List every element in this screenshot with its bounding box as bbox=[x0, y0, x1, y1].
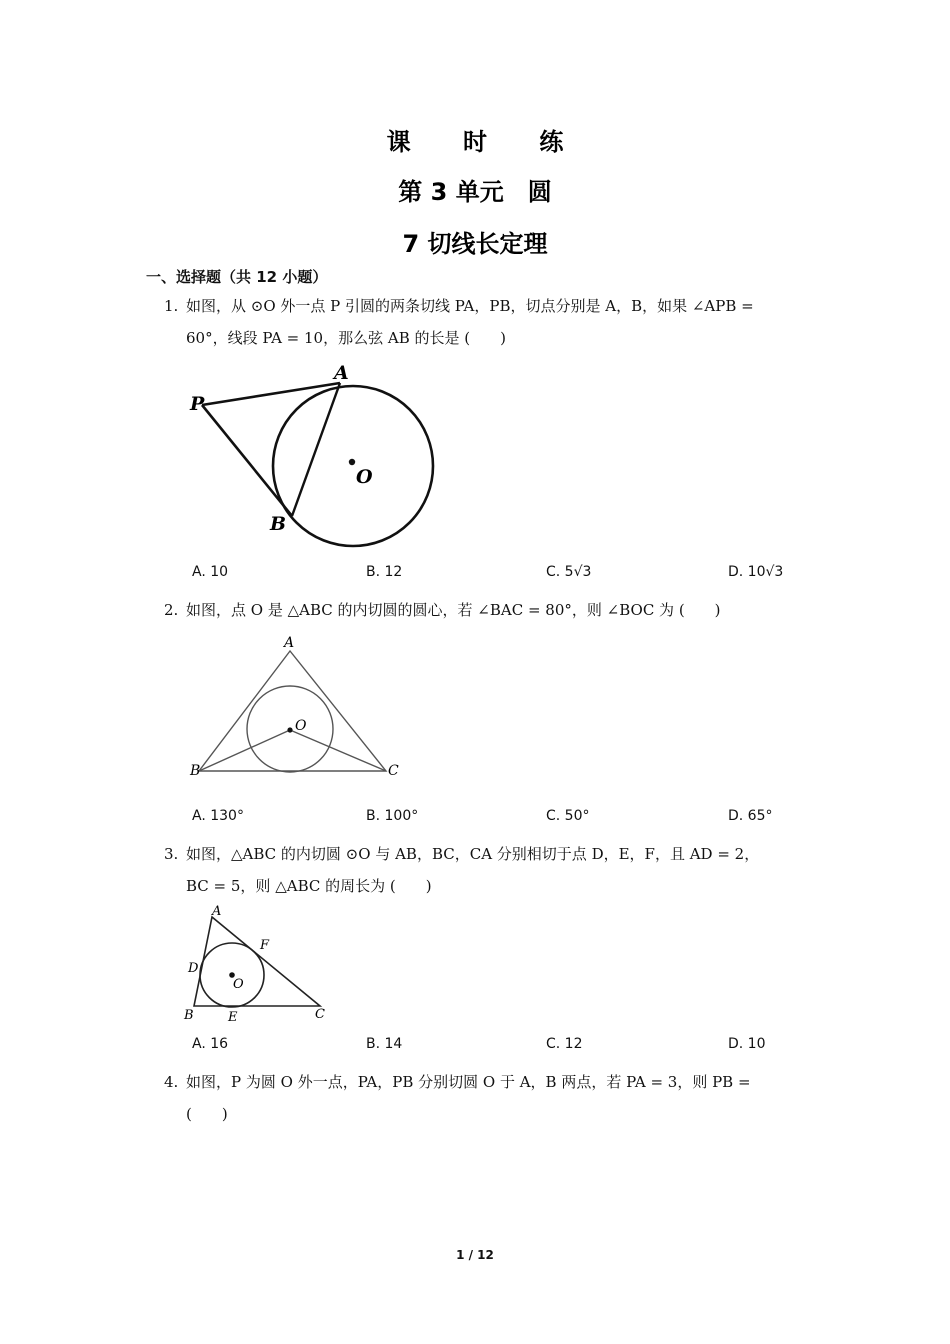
label-d: D bbox=[188, 961, 199, 976]
label-a: A bbox=[284, 635, 295, 651]
question-text-line1: 如图，P 为圆 O 外一点，PA，PB 分别切圆 O 于 A，B 两点，若 PA = 3，则 PB = bbox=[186, 1073, 751, 1091]
label-e: E bbox=[228, 1010, 238, 1025]
option-a[interactable]: A. 10 bbox=[192, 564, 229, 580]
question-1-figure bbox=[182, 358, 442, 554]
question-3 bbox=[164, 838, 814, 902]
question-number: 4. bbox=[164, 1073, 179, 1091]
triangle-abc bbox=[194, 917, 320, 1006]
option-b[interactable]: B. 14 bbox=[366, 1036, 403, 1052]
center-dot bbox=[349, 459, 355, 465]
section-heading: 一、选择题（共 12 小题） bbox=[146, 268, 328, 286]
option-a[interactable]: A. 16 bbox=[192, 1036, 229, 1052]
tangent-pb bbox=[202, 405, 292, 516]
unit-title: 第 3 单元 圆 bbox=[398, 178, 552, 206]
label-o: O bbox=[356, 466, 373, 488]
label-b: B bbox=[184, 1008, 194, 1023]
lesson-title: 7 切线长定理 bbox=[402, 230, 548, 258]
option-b[interactable]: B. 12 bbox=[366, 564, 403, 580]
segment-co bbox=[290, 730, 386, 771]
option-a[interactable]: A. 130° bbox=[192, 808, 244, 824]
question-2 bbox=[164, 594, 814, 626]
label-a: A bbox=[212, 904, 222, 919]
option-c[interactable]: C. 12 bbox=[546, 1036, 583, 1052]
center-dot bbox=[287, 727, 292, 732]
option-c[interactable]: C. 50° bbox=[546, 808, 590, 824]
question-text-line1: 如图，从 ⊙O 外一点 P 引圆的两条切线 PA，PB，切点分别是 A，B，如果 ∠APB = bbox=[186, 297, 754, 315]
question-text-line2: ( ) bbox=[186, 1105, 228, 1123]
page-number: 1 / 12 bbox=[456, 1248, 494, 1262]
option-d[interactable]: D. 65° bbox=[728, 808, 773, 824]
question-4 bbox=[164, 1066, 814, 1130]
label-f: F bbox=[260, 938, 270, 953]
document-title: 课 时 练 bbox=[386, 128, 586, 156]
question-text-line1: 如图，点 O 是 △ABC 的内切圆的圆心，若 ∠BAC = 80°，则 ∠BOC 为 ( ) bbox=[186, 601, 721, 619]
label-a: A bbox=[334, 362, 349, 384]
label-c: C bbox=[388, 763, 399, 779]
label-o: O bbox=[295, 718, 307, 734]
question-number: 1. bbox=[164, 297, 179, 315]
question-number: 3. bbox=[164, 845, 179, 863]
option-d[interactable]: D. 10 bbox=[728, 1036, 766, 1052]
circle-o bbox=[273, 386, 433, 546]
question-text-line1: 如图，△ABC 的内切圆 ⊙O 与 AB，BC，CA 分别相切于点 D，E，F，且 AD = 2， bbox=[186, 845, 760, 863]
chord-ab bbox=[292, 383, 340, 516]
option-b[interactable]: B. 100° bbox=[366, 808, 419, 824]
question-text-line2: 60°，线段 PA = 10，那么弦 AB 的长是 ( ) bbox=[186, 329, 506, 347]
question-3-figure bbox=[180, 902, 340, 1026]
label-p: P bbox=[190, 393, 205, 415]
question-2-figure bbox=[186, 632, 406, 782]
segment-bo bbox=[199, 730, 290, 771]
label-b: B bbox=[270, 513, 287, 535]
option-c[interactable]: C. 5√3 bbox=[546, 564, 592, 580]
option-d[interactable]: D. 10√3 bbox=[728, 564, 784, 580]
label-b: B bbox=[190, 763, 201, 779]
triangle-abc bbox=[199, 651, 386, 771]
label-o: O bbox=[233, 977, 244, 992]
question-number: 2. bbox=[164, 601, 179, 619]
question-1 bbox=[164, 290, 814, 354]
label-c: C bbox=[315, 1007, 325, 1022]
question-text-line2: BC = 5，则 △ABC 的周长为 ( ) bbox=[186, 877, 432, 895]
